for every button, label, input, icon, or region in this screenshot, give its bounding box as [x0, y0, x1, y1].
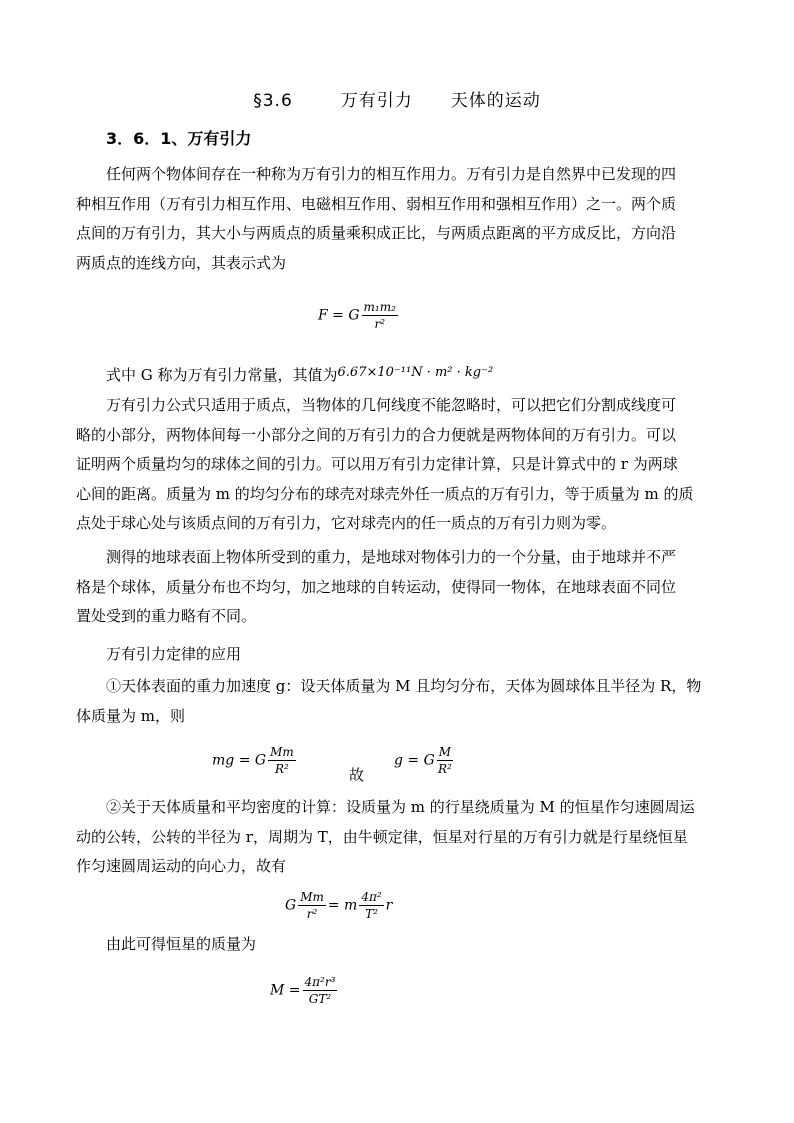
formula-lhs: G: [285, 897, 297, 914]
paragraph-1: [76, 160, 722, 278]
fraction: [359, 890, 383, 921]
fraction: [362, 300, 398, 331]
denominator: T²: [365, 907, 378, 921]
formula-mid: = m: [327, 897, 358, 914]
derive-line: 由此可得恒星的质量为: [106, 935, 257, 953]
text-line: 万有引力公式只适用于质点，当物体的几何线度不能忽略时，可以把它们分割成线度可: [106, 396, 677, 414]
page-title: [0, 86, 794, 111]
numerator: M: [438, 745, 452, 759]
numerator: 4π²: [361, 890, 382, 904]
denominator: R²: [274, 762, 289, 776]
numerator: 4π²r³: [304, 975, 336, 989]
text-line: 格是个球体，质量分布也不均匀，加之地球的自转运动，使得同一物体，在地球表面不同位: [76, 577, 677, 596]
fraction: [303, 975, 338, 1006]
denominator: r²: [306, 907, 318, 921]
denominator: r²: [374, 317, 385, 331]
paragraph-2: [76, 391, 722, 539]
constant-value: 6.67×10⁻¹¹N · m² · kg⁻²: [337, 365, 494, 380]
formula-lhs: F = G: [318, 307, 360, 324]
text-line: 种相互作用（万有引力相互作用、电磁相互作用、弱相互作用和强相互作用）之一。两个质: [76, 194, 677, 213]
text-line: 作匀速圆周运动的向心力，故有: [76, 857, 287, 875]
title-part-1: 万有引力: [340, 91, 413, 111]
text-line: 测得的地球表面上物体所受到的重力，是地球对物体引力的一个分量，由于地球并不严: [106, 548, 677, 566]
subsection-heading: 3．6．1、万有引力: [106, 129, 252, 148]
item-2: [76, 793, 722, 882]
formula-g: [394, 745, 455, 776]
text-line: 置处受到的重力略有不同。: [76, 607, 257, 625]
text-line: 体质量为 m，则: [76, 706, 185, 725]
text-line: 任何两个物体间存在一种称为万有引力的相互作用力。万有引力是自然界中已发现的四: [106, 165, 677, 183]
formula-lhs: M =: [270, 982, 301, 999]
text-line: 两质点的连线方向，其表示式为: [76, 253, 287, 272]
paragraph-3: [76, 543, 722, 632]
text-line: 略的小部分，两物体间每一小部分之间的万有引力的合力便就是两物体间的万有引力。可以: [76, 425, 677, 444]
numerator: Mm: [270, 745, 294, 759]
text-line: ①天体表面的重力加速度 g：设天体质量为 M 且均匀分布，天体为圆球体且半径为 R，物: [106, 677, 702, 695]
fraction: [298, 890, 326, 921]
therefore-text: 故: [349, 766, 365, 784]
text-line: 动的公转，公转的半径为 r，周期为 T，由牛顿定律，恒星对行星的万有引力就是行星绕恒星: [76, 827, 688, 846]
denominator: R²: [438, 762, 452, 776]
text-line: 心间的距离。质量为 m 的均匀分布的球壳对球壳外任一质点的万有引力，等于质量为 m 的质: [76, 484, 694, 503]
formula-lhs: mg = G: [212, 752, 267, 769]
item-1: [76, 672, 722, 731]
section-number: §3.6: [253, 91, 293, 111]
formula-mass: [270, 975, 339, 1006]
text-line: ②关于天体质量和平均密度的计算：设质量为 m 的行星绕质量为 M 的恒星作匀速圆周运: [106, 798, 695, 816]
formula-mg: [212, 745, 298, 776]
formula-gravitation: [318, 300, 400, 331]
fraction: [437, 745, 453, 776]
text-line: 点间的万有引力，其大小与两质点的质量乘积成正比，与两质点距离的平方成反比，方向沿: [76, 224, 677, 242]
title-part-2: 天体的运动: [450, 91, 541, 111]
fraction: [268, 745, 296, 776]
text-line: 证明两个质量均匀的球体之间的引力。可以用万有引力定律计算，只是计算式中的 r 为两球: [76, 455, 678, 473]
application-heading: 万有引力定律的应用: [106, 645, 242, 663]
constant-line: [106, 358, 722, 391]
formula-rhs: r: [385, 897, 393, 914]
numerator: m₁m₂: [363, 300, 396, 314]
formula-lhs: g = G: [394, 752, 435, 769]
constant-text: 式中 G 称为万有引力常量，其值为: [106, 366, 338, 384]
numerator: Mm: [300, 890, 324, 904]
text-line: 点处于球心处与该质点间的万有引力，它对球壳内的任一质点的万有引力则为零。: [76, 514, 617, 532]
formula-centripetal: [285, 890, 392, 921]
denominator: GT²: [308, 992, 332, 1006]
